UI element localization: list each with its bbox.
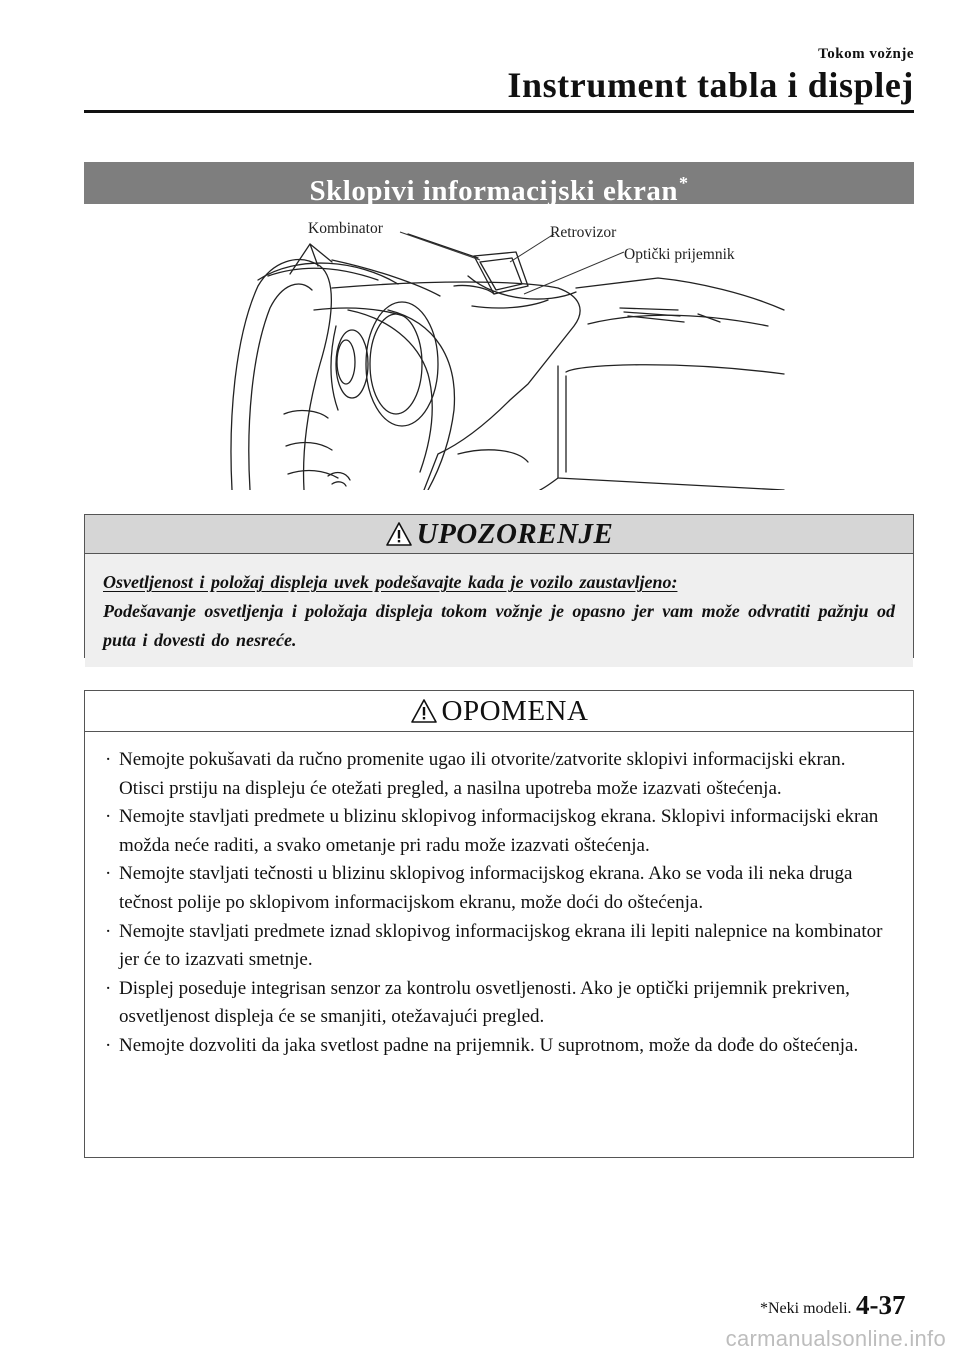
caution-triangle-icon (410, 698, 438, 724)
bullet: · (105, 806, 112, 828)
caution-title: OPOMENA (441, 694, 589, 727)
list-item-text: Nemojte pokušavati da ručno promenite ugao ili otvorite/zatvorite sklopivi informacijski ekran. Otisci prstiju na displeju će otežati pregled, a nasilna upotreba može izazvati oštećenja. (119, 749, 846, 799)
warning-box (84, 514, 914, 658)
list-item (103, 1032, 895, 1061)
list-item (103, 918, 895, 975)
warning-title: UPOZORENJE (416, 517, 614, 550)
list-item (103, 803, 895, 860)
list-item (103, 975, 895, 1032)
list-item (103, 860, 895, 917)
footnote-marker: * (679, 173, 689, 193)
page-number: 4-37 (856, 1290, 906, 1320)
caution-box (84, 690, 914, 1158)
bullet: · (105, 920, 112, 942)
footnote: *Neki modeli. (760, 1300, 852, 1317)
warning-line: Podešavanje osvetljenja i položaja displeja tokom vožnje je opasno jer vam može odvratiti pažnju od puta i dovesti do nesreće. (103, 601, 895, 650)
chapter-label: Tokom vožnje (818, 46, 914, 62)
bullet: · (105, 1034, 112, 1056)
section-heading: Instrument tabla i displej (507, 65, 914, 105)
list-item-text: Displej poseduje integrisan senzor za kontrolu osvetljenosti. Ako je optički prijemnik prekriven, osvetljenost displeja će se smanjiti, otežavajući pregled. (119, 977, 850, 1028)
callout-kombinator: Kombinator (308, 220, 383, 237)
caution-header (85, 691, 913, 732)
warning-text (85, 554, 913, 667)
warning-header (85, 515, 913, 554)
list-item (103, 746, 895, 803)
callout-opticki-prijemnik: Optički prijemnik (624, 246, 735, 263)
caution-list (85, 732, 913, 1075)
page-title (84, 162, 914, 207)
warning-triangle-icon (385, 521, 413, 547)
page-title-text: Sklopivi informacijski ekran (309, 175, 678, 207)
header-divider (84, 110, 914, 113)
warning-line: Osvetljenost i položaj displeja uvek podešavajte kada je vozilo zaustavljeno: (103, 572, 678, 592)
bullet: · (105, 863, 112, 885)
list-item-text: Nemojte dozvoliti da jaka svetlost padne na prijemnik. U suprotnom, može da dođe do oštećenja. (119, 1034, 859, 1056)
list-item-text: Nemojte stavljati predmete u blizinu sklopivog informacijskog ekrana. Sklopivi informacijski ekran možda neće raditi, a svako ometanje pri radu može izazvati oštećenja. (119, 806, 879, 856)
dashboard-illustration (228, 214, 788, 490)
watermark: carmanualsonline.info (725, 1326, 946, 1351)
bullet: · (105, 749, 112, 770)
list-item-text: Nemojte stavljati tečnosti u blizinu sklopivog informacijskog ekrana. Ako se voda ili neka druga tečnost polije po sklopivom informacijskom ekranu, može doći do oštećenja. (119, 863, 853, 913)
bullet: · (105, 977, 112, 999)
callout-retrovizor: Retrovizor (550, 224, 617, 241)
list-item-text: Nemojte stavljati predmete iznad sklopivog informacijskog ekrana ili lepiti nalepnice na kombinator jer će to izazvati smetnje. (119, 920, 883, 971)
